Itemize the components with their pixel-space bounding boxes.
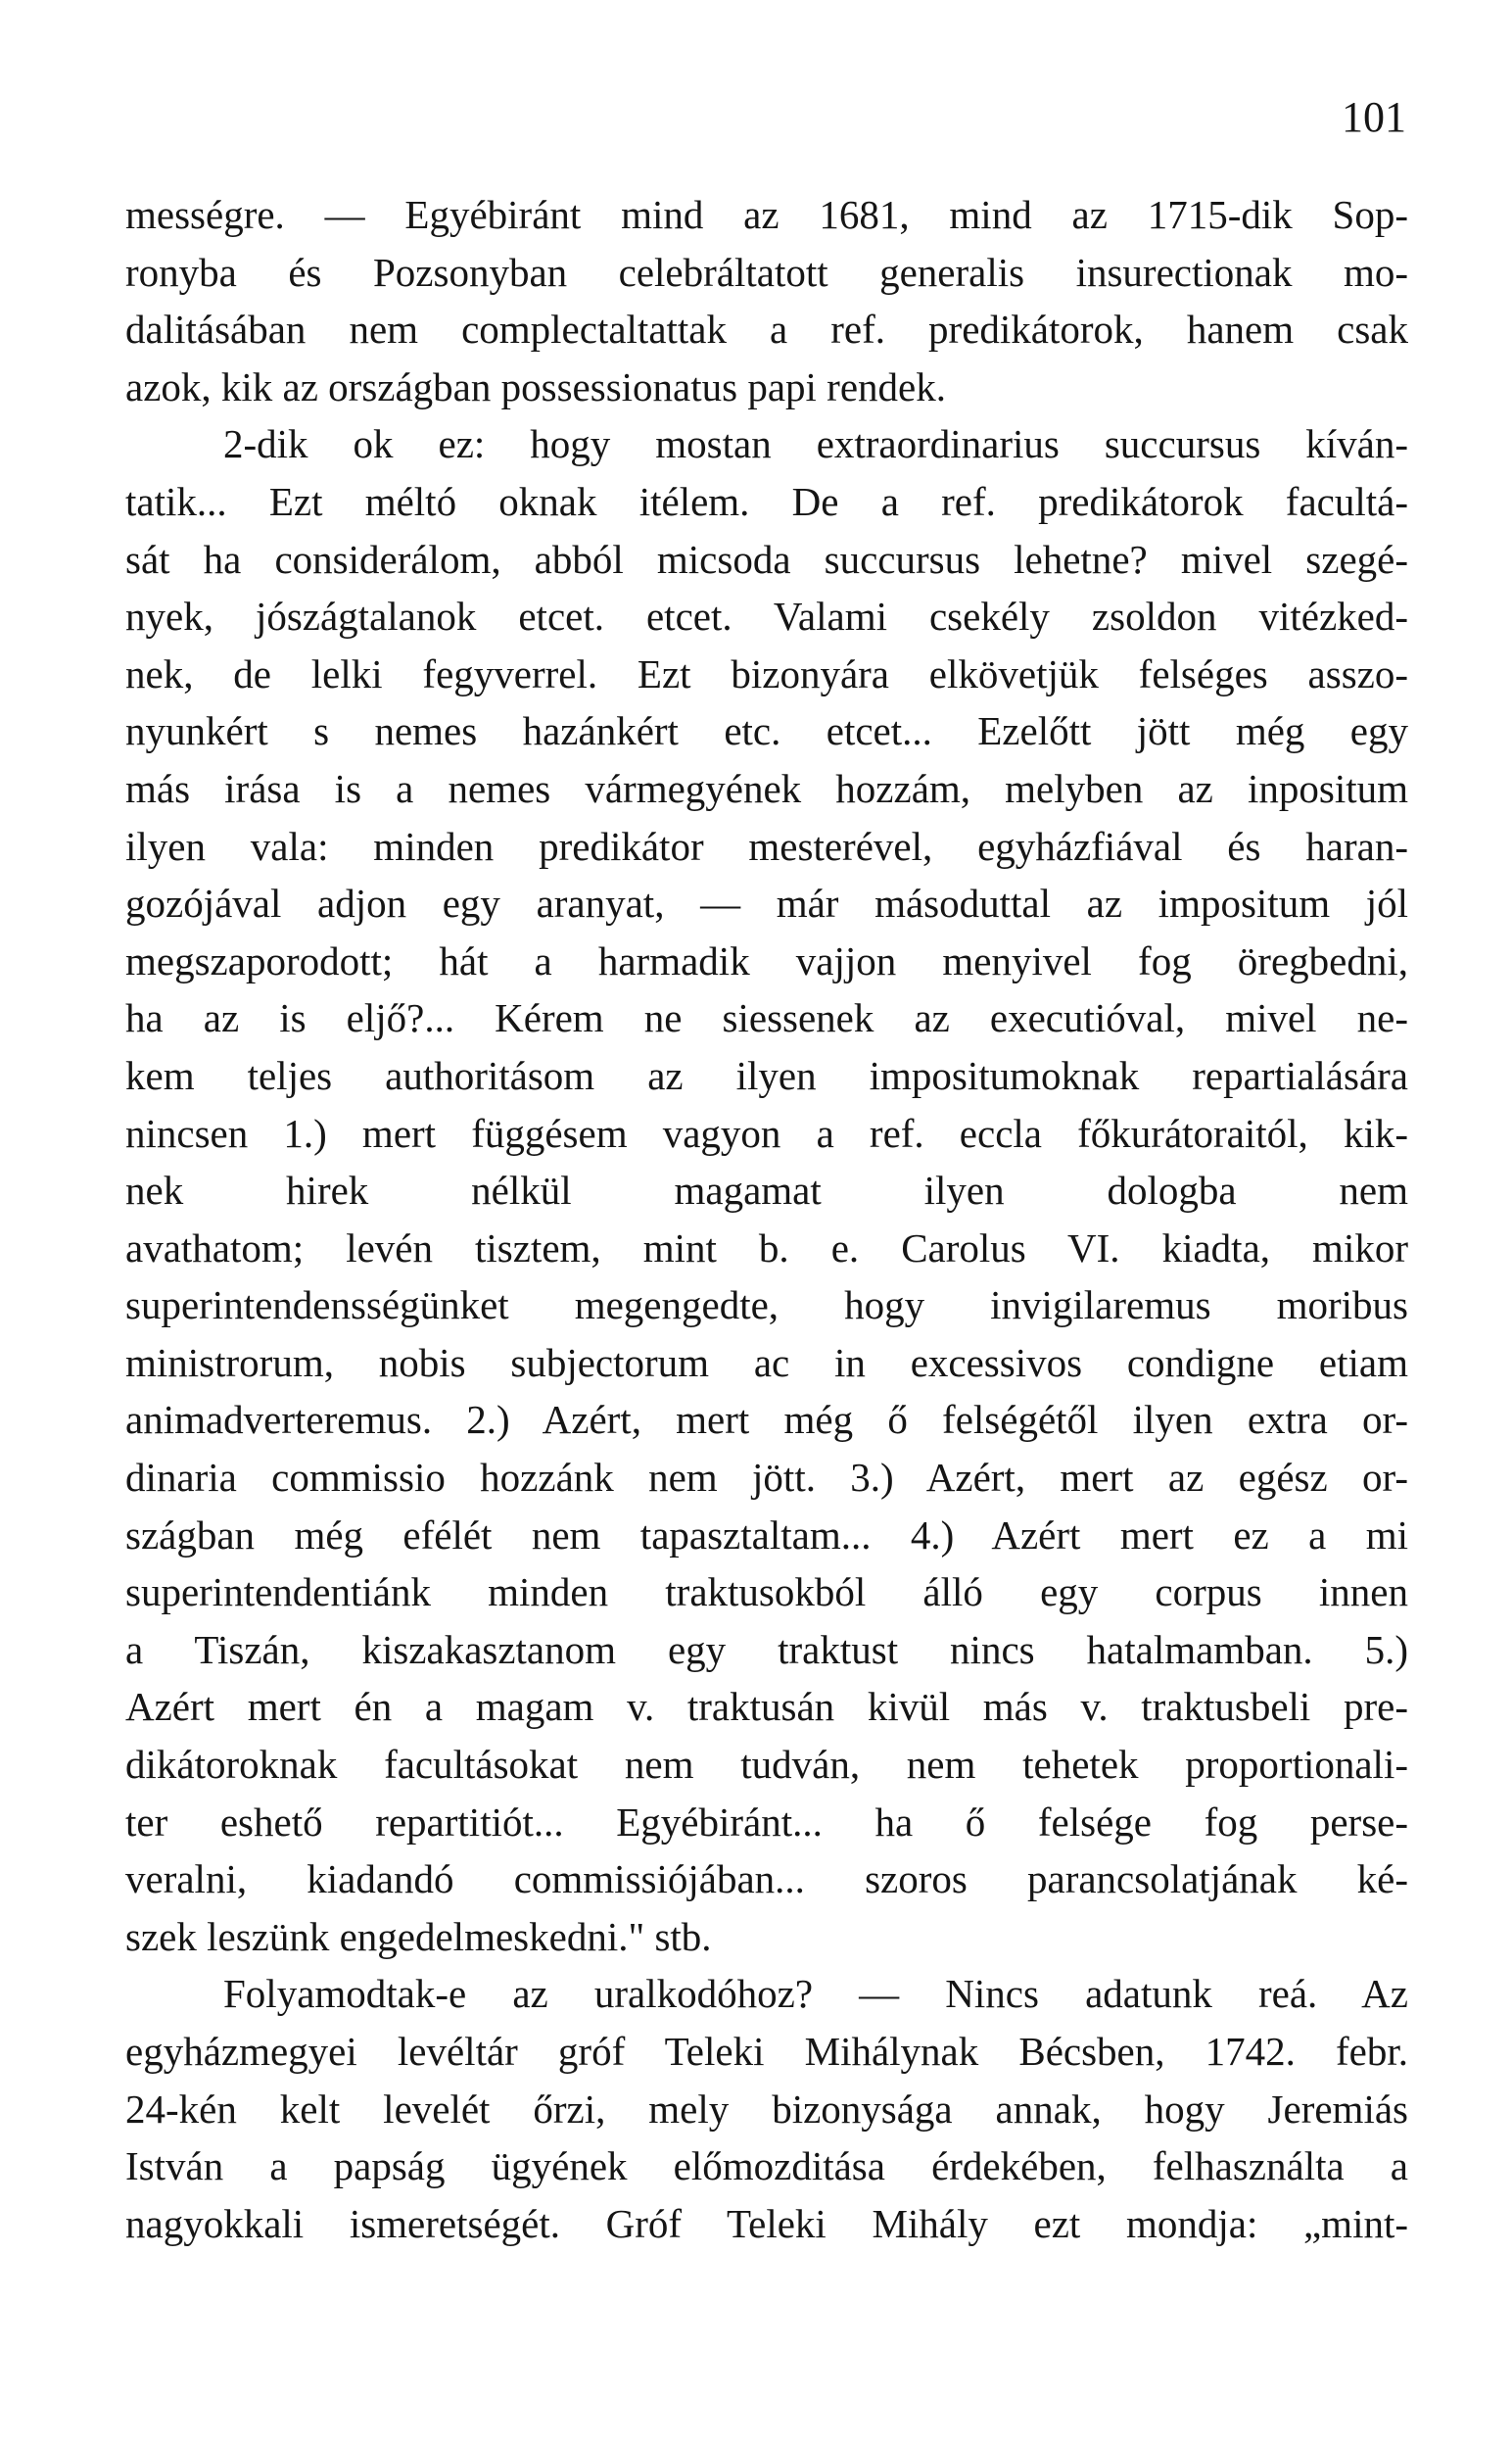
text-line: Folyamodtak-e az uralkodóhoz? — Nincs adatunk reá. Az — [223, 1971, 1408, 2017]
text-line: kem teljes authoritásom az ilyen impositumoknak repartialására — [125, 1052, 1408, 1098]
text-line: ministrorum, nobis subjectorum ac in excessivos condigne etiam — [125, 1339, 1408, 1385]
text-line: ter eshető repartitiót... Egyébiránt... ha ő felsége fog perse- — [125, 1799, 1408, 1845]
text-line: veralni, kiadandó commissiójában... szoros parancsolatjának ké- — [125, 1856, 1408, 1902]
text-line: azok, kik az országban possessionatus papi rendek. — [125, 363, 946, 409]
text-line: superintendentiánk minden traktusokból álló egy corpus innen — [125, 1569, 1408, 1615]
text-line: tatik... Ezt méltó oknak itélem. De a ref. predikátorok facultá- — [125, 478, 1408, 524]
text-line: ha az is eljő?... Kérem ne siessenek az executióval, mivel ne- — [125, 995, 1408, 1041]
text-line: 2-dik ok ez: hogy mostan extraordinarius succursus kíván- — [223, 421, 1408, 467]
text-line: más irása is a nemes vármegyének hozzám, melyben az inpositum — [125, 765, 1408, 811]
text-line: egyházmegyei levéltár gróf Teleki Mihálynak Bécsben, 1742. febr. — [125, 2029, 1408, 2074]
text-line: sát ha considerálom, abból micsoda succursus lehetne? mivel szegé- — [125, 536, 1408, 582]
text-line: István a papság ügyének előmozditása érdekében, felhasználta a — [125, 2143, 1408, 2189]
text-line: nagyokkali ismeretségét. Gróf Teleki Mihály ezt mondja: „mint- — [125, 2200, 1408, 2246]
text-line: nek, de lelki fegyverrel. Ezt bizonyára elkövetjük felséges asszo- — [125, 650, 1408, 696]
text-line: szek leszünk engedelmeskedni." stb. — [125, 1913, 712, 1959]
text-line: nyunkért s nemes hazánkért etc. etcet... Ezelőtt jött még egy — [125, 708, 1408, 754]
text-line: a Tiszán, kiszakasztanom egy traktust nincs hatalmamban. 5.) — [125, 1626, 1408, 1672]
text-line: superintendensségünket megengedte, hogy invigilaremus moribus — [125, 1282, 1408, 1328]
text-line: dikátoroknak facultásokat nem tudván, nem tehetek proportionali- — [125, 1742, 1408, 1788]
text-line: gozójával adjon egy aranyat, — már másoduttal az impositum jól — [125, 881, 1408, 927]
page-number: 101 — [1342, 93, 1406, 141]
text-line: ronyba és Pozsonyban celebráltatott generalis insurectionak mo- — [125, 249, 1408, 295]
text-line: megszaporodott; hát a harmadik vajjon menyivel fog öregbedni, — [125, 937, 1408, 983]
text-line: dinaria commissio hozzánk nem jött. 3.) Azért, mert az egész or- — [125, 1455, 1408, 1501]
text-line: mességre. — Egyébiránt mind az 1681, mind az 1715-dik Sop- — [125, 192, 1408, 237]
text-line: dalitásában nem complectaltattak a ref. predikátorok, hanem csak — [125, 307, 1408, 353]
text-line: ilyen vala: minden predikátor mesterével, egyházfiával és haran- — [125, 823, 1408, 869]
text-block — [125, 186, 1408, 2252]
text-line: nincsen 1.) mert függésem vagyon a ref. eccla főkurátoraitól, kik- — [125, 1110, 1408, 1156]
text-line: 24-kén kelt levelét őrzi, mely bizonysága annak, hogy Jeremiás — [125, 2086, 1408, 2132]
text-line: nyek, jószágtalanok etcet. etcet. Valami csekély zsoldon vitézked- — [125, 594, 1408, 640]
text-line: nek hirek nélkül magamat ilyen dologba nem — [125, 1168, 1408, 1214]
text-line: szágban még efélét nem tapasztaltam... 4.) Azért mert ez a mi — [125, 1511, 1408, 1558]
text-line: avathatom; levén tisztem, mint b. e. Carolus VI. kiadta, mikor — [125, 1224, 1408, 1271]
text-line: Azért mert én a magam v. traktusán kivül más v. traktusbeli pre- — [125, 1684, 1408, 1730]
text-line: animadverteremus. 2.) Azért, mert még ő felségétől ilyen extra or- — [125, 1397, 1408, 1443]
